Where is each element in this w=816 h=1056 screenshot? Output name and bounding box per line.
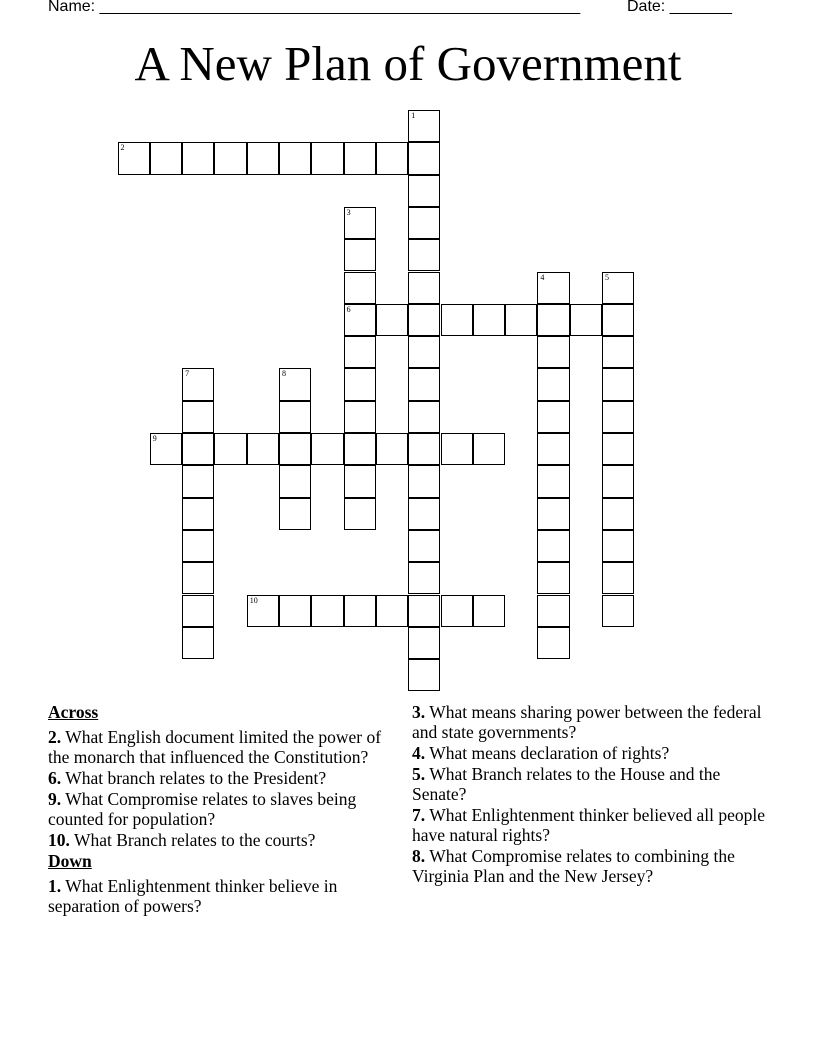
- crossword-cell[interactable]: [182, 465, 214, 497]
- clue-number: 3.: [412, 702, 426, 722]
- clue-down-8: [412, 846, 772, 886]
- crossword-cell[interactable]: [473, 304, 505, 336]
- crossword-cell[interactable]: [441, 433, 473, 465]
- crossword-cell[interactable]: [602, 272, 634, 304]
- crossword-cell[interactable]: [344, 239, 376, 271]
- crossword-cell[interactable]: [311, 433, 343, 465]
- crossword-cell[interactable]: [602, 433, 634, 465]
- crossword-cell[interactable]: [214, 142, 246, 174]
- clue-text: What Compromise relates to slaves being counted for population?: [48, 789, 357, 829]
- crossword-cell[interactable]: [344, 304, 376, 336]
- crossword-cell[interactable]: [602, 465, 634, 497]
- crossword-cell[interactable]: [344, 272, 376, 304]
- clue-across-10: [48, 830, 398, 850]
- clue-number-label: 4: [540, 272, 545, 282]
- clue-number-label: 10: [249, 595, 258, 605]
- crossword-cell[interactable]: [537, 401, 569, 433]
- clue-text: What means sharing power between the federal and state governments?: [412, 702, 762, 742]
- crossword-cell[interactable]: [473, 433, 505, 465]
- crossword-cell[interactable]: [279, 595, 311, 627]
- crossword-cell[interactable]: [408, 659, 440, 691]
- crossword-cell[interactable]: [537, 336, 569, 368]
- clue-number: 1.: [48, 876, 62, 896]
- clue-text: What Enlightenment thinker believe in separation of powers?: [48, 876, 338, 916]
- clues-right-column: [412, 702, 772, 887]
- crossword-cell[interactable]: [376, 142, 408, 174]
- crossword-cell[interactable]: [408, 562, 440, 594]
- crossword-cell[interactable]: [182, 562, 214, 594]
- crossword-cell[interactable]: [537, 368, 569, 400]
- date-field-line: Date: _______: [627, 0, 732, 15]
- crossword-cell[interactable]: [118, 142, 150, 174]
- crossword-cell[interactable]: [408, 498, 440, 530]
- clue-number: 5.: [412, 764, 426, 784]
- crossword-cell[interactable]: [602, 595, 634, 627]
- crossword-cell[interactable]: [408, 627, 440, 659]
- crossword-cell[interactable]: [376, 595, 408, 627]
- clue-number-label: 1: [411, 111, 416, 120]
- clue-text: What English document limited the power of the monarch that influenced the Constitution?: [48, 727, 382, 767]
- crossword-cell[interactable]: [344, 336, 376, 368]
- crossword-cell[interactable]: [408, 175, 440, 207]
- crossword-cell[interactable]: [408, 530, 440, 562]
- crossword-cell[interactable]: [247, 433, 279, 465]
- clue-text: What Branch relates to the courts?: [73, 830, 316, 850]
- crossword-cell[interactable]: [602, 530, 634, 562]
- crossword-cell[interactable]: [537, 595, 569, 627]
- crossword-cell[interactable]: [408, 110, 440, 142]
- crossword-cell[interactable]: [182, 595, 214, 627]
- clue-number-label: 7: [185, 369, 190, 379]
- crossword-cell[interactable]: [376, 433, 408, 465]
- page-title: A New Plan of Government: [134, 36, 682, 91]
- crossword-cell[interactable]: [344, 368, 376, 400]
- clue-down-1: [48, 876, 398, 916]
- crossword-cell[interactable]: [279, 401, 311, 433]
- crossword-cell[interactable]: [214, 433, 246, 465]
- crossword-cell[interactable]: [182, 368, 214, 400]
- clue-text: What means declaration of rights?: [429, 743, 670, 763]
- crossword-cell[interactable]: [408, 207, 440, 239]
- crossword-cell[interactable]: [408, 368, 440, 400]
- clue-text: What Enlightenment thinker believed all people have natural rights?: [412, 805, 765, 845]
- crossword-cell[interactable]: [537, 627, 569, 659]
- clue-across-2: [48, 727, 398, 767]
- crossword-cell[interactable]: [537, 304, 569, 336]
- crossword-cell[interactable]: [473, 595, 505, 627]
- crossword-cell[interactable]: [344, 401, 376, 433]
- clue-down-4: [412, 743, 772, 763]
- crossword-cell[interactable]: [182, 627, 214, 659]
- clue-number-label: 6: [346, 304, 351, 314]
- crossword-cell[interactable]: [182, 498, 214, 530]
- crossword-cell[interactable]: [408, 142, 440, 174]
- clue-number: 2.: [48, 727, 62, 747]
- crossword-cell[interactable]: [408, 239, 440, 271]
- clue-number-label: 3: [346, 207, 351, 217]
- clue-number: 8.: [412, 846, 426, 866]
- crossword-cell[interactable]: [408, 336, 440, 368]
- clue-number: 10.: [48, 830, 70, 850]
- clue-number-label: 8: [282, 369, 286, 379]
- crossword-cell[interactable]: [344, 465, 376, 497]
- clue-down-7: [412, 805, 772, 845]
- clue-number: 7.: [412, 805, 426, 825]
- crossword-cell[interactable]: [602, 562, 634, 594]
- crossword-cell[interactable]: [537, 530, 569, 562]
- crossword-cell[interactable]: [150, 433, 182, 465]
- crossword-cell[interactable]: [537, 272, 569, 304]
- crossword-cell[interactable]: [408, 595, 440, 627]
- crossword-cell[interactable]: [602, 304, 634, 336]
- crossword-cell[interactable]: [408, 272, 440, 304]
- crossword-cell[interactable]: [279, 142, 311, 174]
- crossword-cell[interactable]: [182, 142, 214, 174]
- crossword-cell[interactable]: [602, 498, 634, 530]
- crossword-cell[interactable]: [344, 595, 376, 627]
- crossword-cell[interactable]: [376, 304, 408, 336]
- clue-text: What branch relates to the President?: [65, 768, 327, 788]
- crossword-cell[interactable]: [150, 142, 182, 174]
- clue-across-9: [48, 789, 398, 829]
- clue-text: What Branch relates to the House and the Senate?: [412, 764, 721, 804]
- crossword-cell[interactable]: [537, 562, 569, 594]
- crossword-cell[interactable]: [182, 401, 214, 433]
- clue-down-3: [412, 702, 772, 742]
- crossword-cell[interactable]: [441, 304, 473, 336]
- crossword-cell[interactable]: [279, 368, 311, 400]
- clue-number: 6.: [48, 768, 62, 788]
- crossword-cell[interactable]: [344, 207, 376, 239]
- crossword-cell[interactable]: [182, 433, 214, 465]
- crossword-cell[interactable]: [441, 595, 473, 627]
- clue-number-label: 2: [120, 143, 125, 153]
- crossword-cell[interactable]: [408, 465, 440, 497]
- crossword-cell[interactable]: [602, 401, 634, 433]
- clue-number: 4.: [412, 743, 426, 763]
- crossword-cell[interactable]: [537, 433, 569, 465]
- clue-text: What Compromise relates to combining the Virginia Plan and the New Jersey?: [412, 846, 735, 886]
- down-heading: Down: [48, 851, 92, 871]
- crossword-cell[interactable]: [344, 498, 376, 530]
- clue-down-5: [412, 764, 772, 804]
- clue-number-label: 5: [605, 272, 609, 282]
- crossword-cell[interactable]: [408, 433, 440, 465]
- crossword-cell[interactable]: [537, 465, 569, 497]
- crossword-cell[interactable]: [247, 595, 279, 627]
- crossword-cell[interactable]: [537, 498, 569, 530]
- crossword-cell[interactable]: [279, 465, 311, 497]
- crossword-cell[interactable]: [570, 304, 602, 336]
- crossword-cell[interactable]: [344, 433, 376, 465]
- across-heading: Across: [48, 702, 99, 722]
- crossword-cell[interactable]: [311, 595, 343, 627]
- clues-left-column: [48, 702, 398, 917]
- crossword-cell[interactable]: [344, 142, 376, 174]
- crossword-cell[interactable]: [408, 401, 440, 433]
- clue-number-label: 9: [152, 434, 157, 443]
- crossword-cell[interactable]: [182, 530, 214, 562]
- clue-number: 9.: [48, 789, 62, 809]
- clue-across-6: [48, 768, 398, 788]
- crossword-cell[interactable]: [279, 498, 311, 530]
- crossword-cell[interactable]: [247, 142, 279, 174]
- crossword-cell[interactable]: [602, 336, 634, 368]
- name-field-line: Name: ______________________________________________________: [48, 0, 581, 15]
- crossword-cell[interactable]: [279, 433, 311, 465]
- crossword-cell[interactable]: [602, 368, 634, 400]
- crossword-cell[interactable]: [505, 304, 537, 336]
- crossword-cell[interactable]: [408, 304, 440, 336]
- crossword-cell[interactable]: [311, 142, 343, 174]
